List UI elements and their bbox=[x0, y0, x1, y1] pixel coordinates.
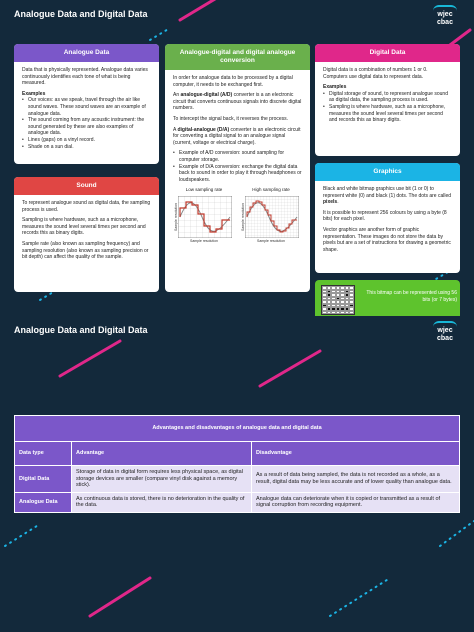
analogue-example-item: • Our voices: as we speak, travel through the air like sound waves. These sound waves are an example of analogue data. bbox=[22, 97, 151, 117]
graphics-paragraph-3: Vector graphics are another form of graphic representation. These images do not store the data by pixels but are a set of instructions for drawing a geometric shape. bbox=[323, 226, 451, 253]
conversion-p2-suffix: converter is a an electronic circuit that converts continuous signals into discrete digital numbers. bbox=[173, 92, 302, 112]
comparison-table bbox=[14, 415, 460, 513]
conversion-p2-term: analogue-digital (A/D) bbox=[180, 92, 233, 99]
sound-heading: Sound bbox=[14, 177, 159, 195]
graphics-p1-term: pixels bbox=[323, 199, 338, 206]
digital-examples-list bbox=[323, 91, 452, 124]
table-row bbox=[15, 466, 460, 493]
graphics-p1-prefix: Black and white bitmap graphics use bit (1 or 0) to represent white (0) and black (1) dots. The dots are called bbox=[323, 186, 452, 199]
low-sampling-ylabel: Sample resolution bbox=[174, 202, 178, 231]
analogue-disadvantage-cell: Analogue data can deteriorate when it is copied or transmitted as a result of signal corruption from recording equipment. bbox=[252, 492, 460, 512]
row-header-digital: Digital Data bbox=[15, 466, 72, 493]
column-header-disadvantage: Disadvantage bbox=[252, 442, 460, 466]
conversion-examples-list bbox=[173, 150, 302, 183]
high-sampling-title: High sampling rate bbox=[252, 187, 290, 193]
logo-line-1: wjec bbox=[437, 327, 453, 334]
graphics-card bbox=[315, 163, 460, 273]
high-sampling-graph bbox=[240, 187, 302, 244]
sound-paragraph-3: Sample rate (also known as sampling frequency) and sampling resolution (also known as sampling precision or bit depth) can affect the quality of the sample. bbox=[22, 240, 149, 261]
sound-paragraph-1: To represent analogue sound as digital data, the sampling process is used. bbox=[22, 200, 151, 213]
analogue-example-item: • Lines (gaps) on a vinyl record. bbox=[22, 137, 151, 144]
graphics-paragraph-1 bbox=[323, 186, 452, 206]
column-header-advantage: Advantage bbox=[72, 442, 252, 466]
conversion-heading: Analogue-digital and digital analogue conversion bbox=[165, 44, 310, 70]
digital-advantage-cell: Storage of data in digital form requires less physical space, as digital storage devices are smaller (compare vinyl disk against a memory stick). bbox=[72, 466, 252, 493]
row-header-analogue: Analogue Data bbox=[15, 492, 72, 512]
logo-line-2: cbac bbox=[437, 19, 453, 26]
low-sampling-graph bbox=[173, 187, 235, 244]
digital-example-item: • Digital storage of sound, to represent analogue sound as digital data, the sampling process is used. bbox=[323, 91, 452, 104]
sound-paragraph-2: Sampling is where hardware, such as a microphone, measures the sound level several times per second and records this as binary digits. bbox=[22, 217, 146, 237]
digital-intro: Digital data is a combination of numbers 1 or 0. Computers use digital data to represent data. bbox=[323, 67, 428, 80]
digital-data-card bbox=[315, 44, 460, 156]
digital-disadvantage-cell: As a result of data being sampled, the data is not recorded as a whole, as a result, digital data may be less accurate and of lower quality than analogue data. bbox=[252, 466, 460, 493]
conversion-paragraph-1: In order for analogue data to be processed by a digital computer, it needs to be exchanged first. bbox=[173, 75, 293, 88]
table-row bbox=[15, 492, 460, 512]
analogue-examples-title: Examples bbox=[22, 90, 46, 97]
conversion-paragraph-3: To intercept the signal back, it reverses the process. bbox=[173, 115, 289, 122]
sampling-graphs bbox=[173, 187, 302, 244]
conversion-card bbox=[165, 44, 310, 292]
low-sampling-xlabel: Sample resolution bbox=[189, 238, 218, 243]
analogue-example-item: • Shade on a sun dial. bbox=[22, 144, 151, 151]
conversion-p4-prefix: A bbox=[173, 126, 178, 133]
logo-line-2: cbac bbox=[437, 335, 453, 342]
analogue-example-item: • The sound coming from any acoustic instrument: the sound generated by these are also examples of analogue data. bbox=[22, 117, 151, 137]
slide-2 bbox=[0, 316, 474, 632]
conversion-p4-term: digital-analogue (D/A) bbox=[177, 126, 230, 133]
analogue-data-card bbox=[14, 44, 159, 164]
low-sampling-title: Low sampling rate bbox=[185, 187, 223, 193]
pixel-example-card bbox=[315, 280, 460, 316]
analogue-intro: Data that is physically represented. Analogue data varies continuously identifies each tone of what is being measured. bbox=[22, 67, 148, 87]
analogue-data-heading: Analogue Data bbox=[14, 44, 159, 62]
conversion-p4-suffix: converter is an electronic circuit for converting a digital signal to an analogue signal (current, voltage or electrical charge). bbox=[173, 126, 301, 146]
bitmap-pixel bbox=[349, 311, 354, 315]
digital-examples-title: Examples bbox=[323, 84, 347, 91]
slide-title: Analogue Data and Digital Data bbox=[14, 325, 148, 335]
analogue-examples-list bbox=[22, 97, 151, 150]
graphics-p1-suffix: . bbox=[337, 199, 339, 206]
low-sampling-plot bbox=[178, 196, 232, 238]
wjec-logo bbox=[430, 321, 460, 343]
conversion-example-item: • Example of D/A conversion: exchange the digital data back to sound in order to play it through headphones or loudspeakers. bbox=[173, 164, 302, 184]
table-title: Advantages and disadvantages of analogue data and digital data bbox=[15, 416, 460, 442]
slide-title: Analogue Data and Digital Data bbox=[14, 9, 148, 19]
high-sampling-plot bbox=[245, 196, 299, 238]
conversion-paragraph-2 bbox=[173, 92, 302, 112]
digital-example-item: • Sampling is where hardware, such as a microphone, measures the sound level several times per second and records this as binary digits. bbox=[323, 104, 452, 124]
conversion-paragraph-4 bbox=[173, 127, 302, 147]
analogue-advantage-cell: As continuous data is stored, there is no deterioration in the quality of the data. bbox=[72, 492, 252, 512]
logo-line-1: wjec bbox=[437, 11, 453, 18]
column-header-data-type: Data type bbox=[15, 442, 72, 466]
conversion-example-item: • Example of A/D conversion: sound sampling for computer storage. bbox=[173, 150, 302, 163]
high-sampling-xlabel: Sample resolution bbox=[256, 238, 285, 243]
conversion-p2-prefix: An bbox=[173, 92, 181, 99]
sound-card bbox=[14, 177, 159, 292]
wjec-logo bbox=[430, 5, 460, 27]
pixel-example-text: This bitmap can be represented using 56 bits (or 7 bytes) bbox=[366, 290, 457, 303]
graphics-heading: Graphics bbox=[315, 163, 460, 181]
graphics-paragraph-2: It is possible to represent 256 colours by using a byte (8 bits) for each pixel. bbox=[323, 209, 447, 223]
pixel-bitmap-grid bbox=[321, 285, 355, 315]
high-sampling-ylabel: Sample resolution bbox=[241, 202, 245, 231]
digital-data-heading: Digital Data bbox=[315, 44, 460, 62]
